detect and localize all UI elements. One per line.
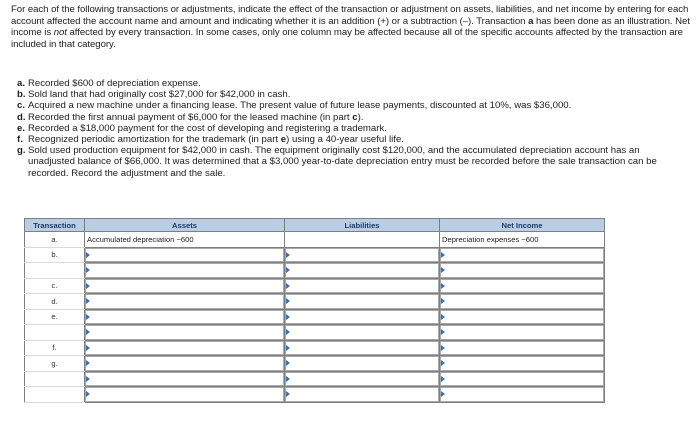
dropdown-caret-icon: [86, 345, 90, 351]
transaction-d: d. Recorded the first annual payment of $6,000 for the leased machine (in part c).: [17, 111, 364, 123]
dropdown-caret-icon: [286, 267, 290, 273]
dropdown-caret-icon: [441, 298, 445, 304]
table-header-row: [25, 219, 605, 232]
liabilities-input[interactable]: [285, 325, 440, 341]
net-income-input[interactable]: [440, 387, 605, 403]
dropdown-caret-icon: [441, 283, 445, 289]
header-assets: Assets: [85, 219, 285, 232]
table-row: [25, 387, 605, 403]
table-row: [25, 309, 605, 325]
header-net-income: Net Income: [440, 219, 605, 232]
dropdown-caret-icon: [86, 298, 90, 304]
transaction-b: b. Sold land that had originally cost $27,000 for $42,000 in cash.: [17, 89, 291, 101]
row-label: [25, 387, 85, 403]
table-row: [25, 340, 605, 356]
net-income-input[interactable]: [440, 309, 605, 325]
liabilities-input[interactable]: [285, 356, 440, 372]
dropdown-caret-icon: [441, 345, 445, 351]
assets-input[interactable]: [85, 356, 285, 372]
table-row: [25, 278, 605, 294]
header-transaction: Transaction: [25, 219, 85, 232]
dropdown-caret-icon: [441, 391, 445, 397]
liabilities-input[interactable]: [285, 387, 440, 403]
liabilities-input[interactable]: [285, 278, 440, 294]
dropdown-caret-icon: [86, 391, 90, 397]
assets-input[interactable]: [85, 263, 285, 279]
dropdown-caret-icon: [286, 252, 290, 258]
net-income-input[interactable]: [440, 371, 605, 387]
row-label: [25, 325, 85, 341]
liabilities-input[interactable]: [285, 294, 440, 310]
example-row: [25, 232, 605, 248]
net-income-input[interactable]: [440, 340, 605, 356]
dropdown-caret-icon: [441, 314, 445, 320]
transaction-e: e. Recorded a $18,000 payment for the cost of developing and registering a trademark.: [17, 122, 387, 134]
dropdown-caret-icon: [286, 283, 290, 289]
transaction-g: g. Sold used production equipment for $42,000 in cash. The equipment originally cost $120,000, and the accumulated depreciation account has an unadjusted balance of $66,000. It was determined that a $3,000 year-to-date depreciation entry must be recorded before the sale transaction can be recorded. Record the adjustment and the sale.: [17, 145, 657, 179]
liabilities-input[interactable]: [285, 247, 440, 263]
example-assets: Accumulated depreciation −600: [85, 232, 285, 248]
table-row: [25, 371, 605, 387]
effects-table: [24, 218, 605, 403]
net-income-input[interactable]: [440, 294, 605, 310]
transaction-a: a. Recorded $600 of depreciation expense.: [17, 78, 201, 89]
liabilities-input[interactable]: [285, 340, 440, 356]
assets-input[interactable]: [85, 325, 285, 341]
net-income-input[interactable]: [440, 278, 605, 294]
net-income-input[interactable]: [440, 325, 605, 341]
table-row: [25, 263, 605, 279]
row-label: f.: [25, 340, 85, 356]
dropdown-caret-icon: [286, 391, 290, 397]
example-net-income: Depreciation expenses −600: [440, 232, 605, 248]
dropdown-caret-icon: [286, 314, 290, 320]
liabilities-input[interactable]: [285, 309, 440, 325]
dropdown-caret-icon: [86, 360, 90, 366]
row-label: [25, 263, 85, 279]
dropdown-caret-icon: [286, 329, 290, 335]
row-label: g.: [25, 356, 85, 372]
assets-input[interactable]: [85, 278, 285, 294]
row-label: a.: [25, 232, 85, 248]
dropdown-caret-icon: [286, 360, 290, 366]
dropdown-caret-icon: [441, 376, 445, 382]
table-row: [25, 247, 605, 263]
dropdown-caret-icon: [441, 329, 445, 335]
table-row: [25, 294, 605, 310]
assets-input[interactable]: [85, 371, 285, 387]
dropdown-caret-icon: [86, 283, 90, 289]
transaction-c: c. Acquired a new machine under a financing lease. The present value of future lease payments, discounted at 10%, was $36,000.: [17, 100, 572, 112]
assets-input[interactable]: [85, 247, 285, 263]
instructions-paragraph: For each of the following transactions or adjustments, indicate the effect of the transaction or adjustment on assets, liabilities, and net income by entering for each account affected the account name and amount and indicating whether it is an addition (+) or a subtraction (–). Transaction a has been done as an illustration. Net income is not affected by every transaction. In some cases, only one column may be affected because all of the specific accounts affected by the transaction are included in that category.: [11, 4, 690, 50]
row-label: e.: [25, 309, 85, 325]
table-row: [25, 356, 605, 372]
dropdown-caret-icon: [286, 345, 290, 351]
liabilities-input[interactable]: [285, 263, 440, 279]
dropdown-caret-icon: [86, 252, 90, 258]
dropdown-caret-icon: [86, 376, 90, 382]
example-liabilities: [285, 232, 440, 248]
dropdown-caret-icon: [441, 252, 445, 258]
assets-input[interactable]: [85, 294, 285, 310]
row-label: d.: [25, 294, 85, 310]
table-row: [25, 325, 605, 341]
net-income-input[interactable]: [440, 263, 605, 279]
net-income-input[interactable]: [440, 356, 605, 372]
dropdown-caret-icon: [286, 376, 290, 382]
row-label: [25, 371, 85, 387]
dropdown-caret-icon: [286, 298, 290, 304]
row-label: b.: [25, 247, 85, 263]
dropdown-caret-icon: [441, 360, 445, 366]
assets-input[interactable]: [85, 387, 285, 403]
dropdown-caret-icon: [86, 267, 90, 273]
row-label: c.: [25, 278, 85, 294]
dropdown-caret-icon: [441, 267, 445, 273]
transaction-list: [17, 78, 687, 179]
assets-input[interactable]: [85, 309, 285, 325]
header-liabilities: Liabilities: [285, 219, 440, 232]
assets-input[interactable]: [85, 340, 285, 356]
transaction-f: f. Recognized periodic amortization for the trademark (in part e) using a 40-year useful life.: [17, 134, 404, 146]
dropdown-caret-icon: [86, 329, 90, 335]
liabilities-input[interactable]: [285, 371, 440, 387]
dropdown-caret-icon: [86, 314, 90, 320]
net-income-input[interactable]: [440, 247, 605, 263]
